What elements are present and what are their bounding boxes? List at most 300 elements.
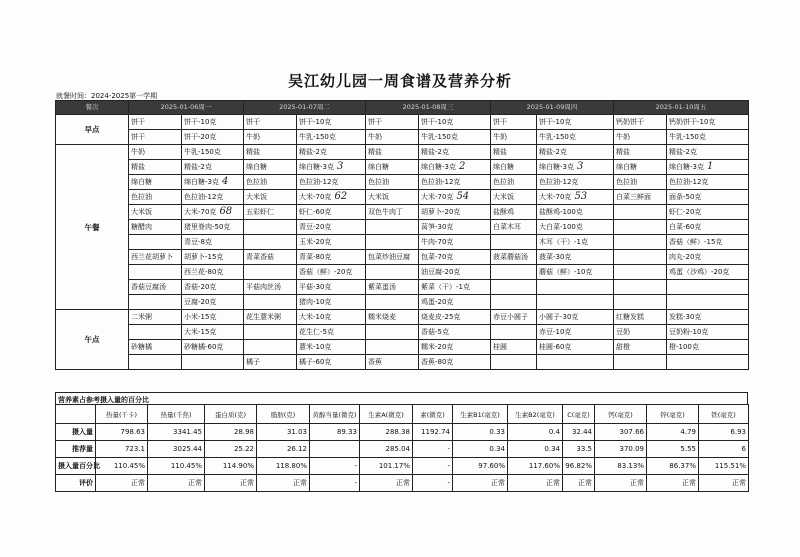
ingredient	[667, 175, 749, 190]
dish-text: 菠菜蘑菇汤	[493, 252, 528, 261]
nutrition-value: 31.03	[257, 424, 310, 441]
nutrition-value: 117.60%	[508, 458, 563, 475]
ingredient-text: 糯米-20克	[421, 342, 454, 351]
ingredient	[419, 145, 491, 160]
ingredient	[667, 205, 749, 220]
ingredient-text: 胡萝卜-15克	[184, 252, 224, 261]
nutrition-value: 0.34	[453, 441, 508, 458]
dish-text: 精盐	[368, 147, 382, 156]
dish-text: 二米粥	[131, 312, 152, 321]
ingredient-text: 精盐-2克	[299, 147, 327, 156]
dish-name	[614, 235, 667, 250]
ingredient-text: 小圆子-30克	[539, 312, 579, 321]
nutrition-value: -	[413, 441, 453, 458]
ingredient-text: 虾仁-60克	[299, 207, 332, 216]
ingredient	[419, 130, 491, 145]
dish-name	[614, 340, 667, 355]
nutrition-value: 110.45%	[148, 458, 205, 475]
nutrition-header-row	[56, 405, 749, 424]
ingredient	[537, 295, 614, 310]
ingredient-text: 面条-50克	[669, 192, 702, 201]
ingredient	[667, 325, 749, 340]
nutrient-header: 锌(毫克)	[647, 405, 699, 424]
menu-row	[56, 265, 749, 280]
nutrient-header: 热量(千焦)	[148, 405, 205, 424]
ingredient	[667, 340, 749, 355]
dish-text: 红糖发糕	[616, 312, 644, 321]
dish-text: 香蕉	[368, 357, 382, 366]
ingredient	[182, 250, 244, 265]
nutrition-heading: 营养素占参考摄入量的百分比	[55, 392, 748, 404]
dish-text: 牛奶	[131, 147, 145, 156]
ingredient	[537, 190, 614, 205]
dish-name	[129, 265, 182, 280]
nutrition-row-label: 摄入量	[56, 424, 96, 441]
menu-row	[56, 295, 749, 310]
dish-name	[129, 115, 182, 130]
dish-text: 牛奶	[246, 132, 260, 141]
ingredient-text: 橘子-60克	[299, 357, 332, 366]
dish-name	[129, 175, 182, 190]
dish-text: 牛奶	[616, 132, 630, 141]
ingredient-text: 饼干-20克	[184, 132, 217, 141]
ingredient-text: 紫菜（干）-1克	[421, 282, 470, 291]
ingredient-text: 绵白糖-3克	[539, 163, 574, 171]
nutrition-value: 3341.45	[148, 424, 205, 441]
ingredient	[537, 205, 614, 220]
dish-text: 钙奶饼干	[616, 117, 644, 126]
nutrition-value: 正常	[360, 475, 413, 492]
nutrition-value: 83.13%	[595, 458, 647, 475]
ingredient	[667, 190, 749, 205]
dish-text: 糯米烧麦	[368, 312, 396, 321]
dish-name	[244, 160, 297, 175]
ingredient	[182, 340, 244, 355]
dish-name	[491, 235, 537, 250]
ingredient	[419, 175, 491, 190]
nutrition-row	[56, 424, 749, 441]
dish-name	[491, 160, 537, 175]
dish-name	[366, 310, 419, 325]
ingredient	[419, 310, 491, 325]
menu-row	[56, 205, 749, 220]
handwritten-note: 4	[221, 176, 229, 187]
nutrition-value: 26.12	[257, 441, 310, 458]
ingredient-text: 色拉油-12克	[539, 177, 579, 186]
ingredient	[182, 130, 244, 145]
ingredient-text: 油豆腐-20克	[421, 267, 461, 276]
dish-name	[366, 265, 419, 280]
menu-row	[56, 325, 749, 340]
semester-label: 就餐时间：2024-2025第一学期	[56, 92, 158, 100]
dish-name	[366, 220, 419, 235]
nutrient-header: 黄醇当量(微克)	[310, 405, 360, 424]
dish-name	[366, 190, 419, 205]
dish-name	[491, 130, 537, 145]
dish-name	[244, 190, 297, 205]
ingredient-text: 饼干-10克	[539, 117, 572, 126]
ingredient-text: 大米-70克	[299, 193, 332, 201]
nutrition-value: 5.55	[647, 441, 699, 458]
dish-text: 包菜炒油豆腐	[368, 252, 410, 261]
dish-name	[614, 310, 667, 325]
nutrition-value: -	[413, 475, 453, 492]
nutrition-value: 正常	[148, 475, 205, 492]
dish-name	[129, 205, 182, 220]
dish-name	[244, 265, 297, 280]
dish-name	[129, 295, 182, 310]
ingredient-text: 色拉油-12克	[421, 177, 461, 186]
ingredient-text: 色拉油-12克	[299, 177, 339, 186]
nutrition-value: -	[310, 475, 360, 492]
dish-text: 花生薏米粥	[246, 312, 281, 321]
ingredient	[297, 205, 366, 220]
ingredient-text: 木耳（干）-1克	[539, 237, 588, 246]
dish-name	[366, 145, 419, 160]
menu-row	[56, 190, 749, 205]
ingredient-text: 胡萝卜-20克	[421, 207, 461, 216]
ingredient	[667, 235, 749, 250]
ingredient-text: 绵白糖-3克	[299, 163, 334, 171]
ingredient	[419, 355, 491, 370]
nutrition-value	[310, 441, 360, 458]
ingredient	[667, 280, 749, 295]
ingredient-text: 发糕-30克	[669, 312, 702, 321]
nutrition-value: 25.22	[205, 441, 257, 458]
ingredient	[419, 265, 491, 280]
ingredient-text: 精盐-2克	[184, 162, 212, 171]
dish-name	[129, 130, 182, 145]
ingredient	[419, 295, 491, 310]
dish-name	[129, 355, 182, 370]
ingredient	[419, 190, 491, 205]
dish-text: 饼干	[493, 117, 507, 126]
dish-name	[244, 235, 297, 250]
dish-text: 色拉油	[493, 177, 514, 186]
ingredient	[419, 235, 491, 250]
menu-row	[56, 160, 749, 175]
dish-text: 赤豆小圆子	[493, 312, 528, 321]
ingredient	[537, 160, 614, 175]
ingredient	[419, 280, 491, 295]
dish-name	[244, 175, 297, 190]
ingredient	[297, 160, 366, 175]
nutrition-value: 86.37%	[647, 458, 699, 475]
ingredient	[537, 310, 614, 325]
nutrient-header: 热量(千卡)	[96, 405, 148, 424]
dish-name	[614, 130, 667, 145]
ingredient	[297, 115, 366, 130]
ingredient	[537, 145, 614, 160]
ingredient	[182, 235, 244, 250]
ingredient	[419, 115, 491, 130]
ingredient-text: 色拉油-12克	[669, 177, 709, 186]
menu-row	[56, 355, 749, 370]
dish-name	[366, 175, 419, 190]
dish-name	[244, 310, 297, 325]
dish-name	[244, 115, 297, 130]
dish-text: 紫菜蛋汤	[368, 282, 396, 291]
ingredient	[537, 115, 614, 130]
ingredient	[537, 280, 614, 295]
dish-text: 白菜木耳	[493, 222, 521, 231]
nutrition-value: 96.82%	[563, 458, 595, 475]
ingredient-text: 大白菜-100克	[539, 222, 583, 231]
nutrition-value: 288.38	[360, 424, 413, 441]
ingredient-text: 精盐-2克	[421, 147, 449, 156]
ingredient	[182, 280, 244, 295]
page-title: 吴江幼儿园一周食谱及营养分析	[287, 72, 512, 90]
nutrient-header: 生素B2(毫克)	[508, 405, 563, 424]
handwritten-note: 3	[576, 161, 584, 172]
dish-name	[244, 250, 297, 265]
dish-text: 白菜三鲜面	[616, 192, 651, 201]
dish-text: 桂圆	[493, 342, 507, 351]
menu-row	[56, 130, 749, 145]
ingredient	[182, 175, 244, 190]
ingredient	[182, 355, 244, 370]
ingredient	[667, 145, 749, 160]
ingredient	[667, 130, 749, 145]
ingredient-text: 橙-100克	[669, 342, 699, 351]
dish-name	[491, 145, 537, 160]
ingredient	[182, 325, 244, 340]
handwritten-note: 3	[336, 161, 344, 172]
nutrition-value: 6	[699, 441, 749, 458]
ingredient-text: 砂糖橘-60克	[184, 342, 224, 351]
ingredient	[297, 235, 366, 250]
dish-name	[614, 250, 667, 265]
dish-text: 色拉油	[616, 177, 637, 186]
ingredient-text: 牛乳-150克	[669, 132, 706, 141]
ingredient	[297, 130, 366, 145]
ingredient	[297, 355, 366, 370]
dish-name	[366, 325, 419, 340]
dish-text: 色拉油	[246, 177, 267, 186]
ingredient	[297, 295, 366, 310]
ingredient	[297, 190, 366, 205]
dish-name	[614, 190, 667, 205]
dish-name	[491, 355, 537, 370]
dish-name	[614, 355, 667, 370]
handwritten-note: 68	[219, 206, 233, 217]
handwritten-note: 62	[334, 191, 348, 202]
nutrition-value: 33.5	[563, 441, 595, 458]
nutrition-value: 0.33	[453, 424, 508, 441]
ingredient	[419, 250, 491, 265]
dish-text: 饼干	[131, 117, 145, 126]
ingredient	[182, 115, 244, 130]
dish-name	[491, 205, 537, 220]
nutrition-value: 97.60%	[453, 458, 508, 475]
ingredient-text: 桂圆-60克	[539, 342, 572, 351]
ingredient-text: 色拉油-12克	[184, 192, 224, 201]
nutrition-value: 723.1	[96, 441, 148, 458]
dish-text: 饼干	[368, 117, 382, 126]
handwritten-note: 53	[574, 191, 588, 202]
nutrition-value: 正常	[257, 475, 310, 492]
nutrition-value: 正常	[563, 475, 595, 492]
nutrition-row-label: 摄入量百分比	[56, 458, 96, 475]
nutrition-row-label: 推荐量	[56, 441, 96, 458]
dish-name	[491, 295, 537, 310]
nutrient-header: 生素B1(毫克)	[453, 405, 508, 424]
dish-text: 平菇肉丝汤	[246, 282, 281, 291]
nutrition-table	[55, 404, 749, 492]
ingredient	[419, 205, 491, 220]
day-header: 2025-01-07周二	[244, 101, 366, 115]
ingredient-text: 牛肉-70克	[421, 237, 454, 246]
ingredient-text: 香菇（鲜）-20克	[299, 267, 353, 276]
nutrition-row	[56, 458, 749, 475]
dish-text: 色拉油	[131, 192, 152, 201]
dish-name	[614, 220, 667, 235]
ingredient-text: 白菜-60克	[669, 222, 702, 231]
dish-text: 精盐	[246, 147, 260, 156]
ingredient-text: 青豆-20克	[299, 222, 332, 231]
ingredient	[537, 235, 614, 250]
ingredient-text: 西兰花-80克	[184, 267, 224, 276]
menu-header-first: 餐次	[56, 101, 129, 115]
ingredient-text: 香菇（鲜）-15克	[669, 237, 723, 246]
dish-name	[129, 280, 182, 295]
dish-text: 绵白糖	[368, 162, 389, 171]
dish-name	[366, 280, 419, 295]
dish-name	[244, 205, 297, 220]
ingredient	[182, 160, 244, 175]
dish-text: 盐酥鸡	[493, 207, 514, 216]
dish-name	[614, 145, 667, 160]
nutrition-value: 798.63	[96, 424, 148, 441]
ingredient-text: 饼干-10克	[421, 117, 454, 126]
ingredient	[297, 220, 366, 235]
nutrition-value: 正常	[699, 475, 749, 492]
ingredient-text: 青菜-80克	[299, 252, 332, 261]
ingredient-text: 牛乳-150克	[539, 132, 576, 141]
ingredient-text: 牛乳-150克	[184, 147, 221, 156]
ingredient-text: 钙奶饼干-10克	[669, 117, 716, 126]
nutrient-header: C(毫克)	[563, 405, 595, 424]
dish-text: 砂糖橘	[131, 342, 152, 351]
dish-text: 大米饭	[246, 192, 267, 201]
dish-name	[244, 340, 297, 355]
ingredient	[667, 250, 749, 265]
dish-name	[614, 295, 667, 310]
ingredient-text: 赤豆-10克	[539, 327, 572, 336]
menu-row	[56, 175, 749, 190]
nutrition-row	[56, 475, 749, 492]
ingredient-text: 虾仁-20克	[669, 207, 702, 216]
ingredient	[537, 325, 614, 340]
nutrient-header: 素(微克)	[413, 405, 453, 424]
ingredient-text: 豆腐-20克	[184, 297, 217, 306]
ingredient-text: 香菇-5克	[421, 327, 449, 336]
nutrition-value: 4.79	[647, 424, 699, 441]
dish-name	[129, 160, 182, 175]
ingredient	[667, 160, 749, 175]
nutrition-value: 307.66	[595, 424, 647, 441]
ingredient	[667, 295, 749, 310]
nutrition-value: 正常	[647, 475, 699, 492]
dish-name	[129, 325, 182, 340]
handwritten-note: 54	[456, 191, 470, 202]
ingredient	[537, 250, 614, 265]
ingredient-text: 青豆-8克	[184, 237, 212, 246]
nutrition-value: 89.33	[310, 424, 360, 441]
nutrition-value: 6.93	[699, 424, 749, 441]
ingredient-text: 鸡蛋（沙鸡）-20克	[669, 267, 730, 276]
ingredient-text: 鸡蛋-20克	[421, 297, 454, 306]
nutrition-value: 370.09	[595, 441, 647, 458]
dish-name	[491, 280, 537, 295]
menu-header-row	[56, 101, 749, 115]
ingredient	[297, 175, 366, 190]
nutrition-value: 118.80%	[257, 458, 310, 475]
ingredient-text: 牛乳-150克	[299, 132, 336, 141]
dish-text: 绵白糖	[246, 162, 267, 171]
dish-name	[491, 190, 537, 205]
dish-text: 绵白糖	[616, 162, 637, 171]
ingredient-text: 绵白糖-3克	[421, 163, 456, 171]
ingredient	[297, 310, 366, 325]
ingredient	[667, 115, 749, 130]
dish-text: 饼干	[131, 132, 145, 141]
dish-text: 牛奶	[368, 132, 382, 141]
ingredient	[182, 190, 244, 205]
dish-name	[614, 325, 667, 340]
ingredient	[419, 340, 491, 355]
ingredient-text: 包菜-70克	[421, 252, 454, 261]
meal-section-label: 午餐	[56, 145, 129, 310]
ingredient-text: 绵白糖-3克	[184, 178, 219, 186]
dish-name	[491, 310, 537, 325]
ingredient	[182, 220, 244, 235]
dish-name	[614, 175, 667, 190]
dish-text: 色拉油	[368, 177, 389, 186]
ingredient-text: 猪里脊肉-50克	[184, 222, 231, 231]
dish-text: 大米饭	[131, 207, 152, 216]
ingredient	[297, 250, 366, 265]
menu-row	[56, 250, 749, 265]
nutrition-value: 28.98	[205, 424, 257, 441]
ingredient	[667, 220, 749, 235]
ingredient-text: 平菇-30克	[299, 282, 332, 291]
dish-name	[366, 160, 419, 175]
dish-text: 糖醋肉	[131, 222, 152, 231]
nutrition-value: 正常	[205, 475, 257, 492]
ingredient-text: 烧麦皮-25克	[421, 312, 461, 321]
handwritten-note: 2	[458, 161, 466, 172]
dish-name	[129, 340, 182, 355]
menu-row	[56, 280, 749, 295]
nutrient-header: 生素A(微克)	[360, 405, 413, 424]
nutrition-value: 32.44	[563, 424, 595, 441]
nutrition-value: 285.04	[360, 441, 413, 458]
dish-name	[366, 295, 419, 310]
dish-name	[244, 355, 297, 370]
dish-text: 精盐	[616, 147, 630, 156]
dish-name	[366, 355, 419, 370]
dish-name	[614, 160, 667, 175]
dish-name	[244, 130, 297, 145]
ingredient-text: 莴笋-30克	[421, 222, 454, 231]
nutrition-value: 114.90%	[205, 458, 257, 475]
dish-name	[491, 325, 537, 340]
dish-text: 豆奶	[616, 327, 630, 336]
handwritten-note: 1	[706, 161, 714, 172]
dish-text: 精盐	[493, 147, 507, 156]
nutrition-value: 0.34	[508, 441, 563, 458]
